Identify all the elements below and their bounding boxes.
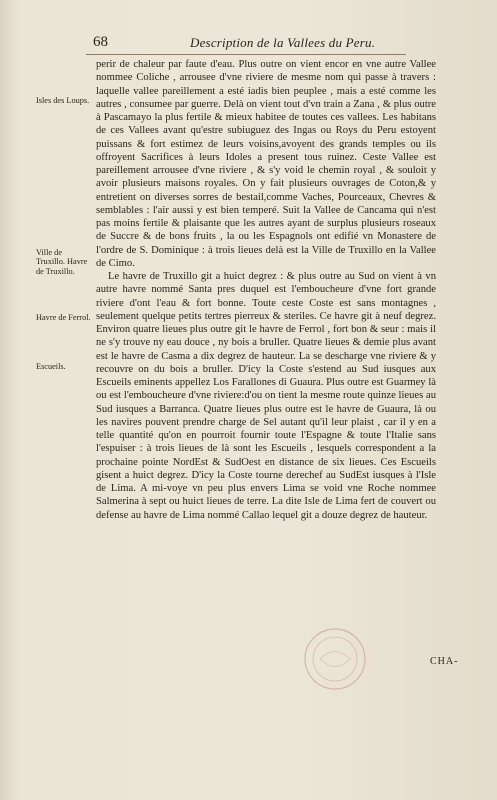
page-header [0,34,497,54]
page-number: 68 [93,34,108,50]
running-title: Description de la Vallees du Peru. [190,35,376,50]
margin-note-truxillo: Ville de Truxillo. Havre de Truxillo. [36,248,88,276]
margin-note-ferrol: Havre de Ferrol. [36,313,91,322]
paragraph: Le havre de Truxillo git a huict degrez : & plus outre au Sud on vient à vn autre havre nommé Santa pres duquel est l'emboucheure d'vne fort grande riviere d'ont l'eau & fort bonne. Toute ceste Coste est sans montagnes , seulement quelque petits tertres pierreux & steriles. Ce havre git à neuf degrez. Environ quatre lieues plus outre git le havre de Ferrol , fort bon & seur : mais il ne s'y trouve ny eau douce , ny bois a bruller. Quatre lieues & demie plus avant est le havre de Casma a dix degrez de hauteur. La se descharge vne riviere & y recouvre on du bois a bruller. D'icy la Coste s'estend au Sud iusques aux Escueils eminents appellez Los Farallones di Guaura. Plus outre est Guarmey là ou est l'emboucheure d'vne riviere:d'ou on tient la mesme route quinze lieues au Sud iusques a Barranca. Quatre lieues plus outre est le havre de Guaura, là ou les navires pouvent prendre charge de Sel autant qu'il leur plaist , car il y en a telle quantité qu'on en pourroit fournir toute l'Espagne & toute l'Italie sans l'espuiser : à trois lieues de là sont les Escueils , lesquels correspondent a la prochaine pointe NordEst & SudOest en distance de six lieues. Ces Escueils gisent a huict degrez. D'icy la Coste tourne derechef au SudEst iusques à l'Isle de Lima. A mi-voye vn peu plus envers Lima se void vne Roche nommee Salmerina à sept ou huict lieues de terre. La dite Isle de Lima fert de couvert ou defense au havre de Lima nommé Callao lequel git a douze degrez de hauteur. [96,271,436,521]
margin-note-isles-des-loups: Isles des Loups. [36,96,90,105]
header-rule [86,54,406,55]
catchword: CHA- [430,656,459,667]
paragraph: perir de chaleur par faute d'eau. Plus outre on vient encor en vne autre Vallee nommee Coliche , arrousee d'vne riviere de mesme nom qui passe à travers : laquelle vallee pareillement a esté iadis bien peuplee , mais a esté comme les autres , consumee par guerre. Delà on vient tout d'vn train a Zana , & plus outre à Pascamayo la plus fertile & mieux habitee de toutes ces vallees. Les habitans de ces Vallees avant qu'estre subiuguez des Ingas ou Roys du Peru estoyent puissans & fort estimez de leurs voisins,avoyent des grands temples ou ils offroyent Sacrifices à leurs Idoles a present tous ruinez. Ceste Vallee est pareillement arrousee d'vne riviere , & s'y void le chemin royal , & souloit y avoir plusieurs maisons royales. On y fait plusieurs ouvrages de Coton,& y entretient on diverses sorres de bestail,comme Vaches, Pourceaux, Chevres & semblables : l'air aussi y est bien temperé. Suit la Vallee de Cancama qui n'est pas moins fertile & plaisante que les autres ayant de surplus plusieurs roseaux de Succre & de bons fruits , la ou les Espagnols ont edifié vn Monastere de l'ordre de S. Dominique : à trois lieues delà est la Ville de Truxillo en la Vallee de Cimo. [96,59,436,269]
margin-note-escueils: Escueils. [36,362,66,371]
library-stamp [300,624,370,694]
body-text [96,58,436,522]
